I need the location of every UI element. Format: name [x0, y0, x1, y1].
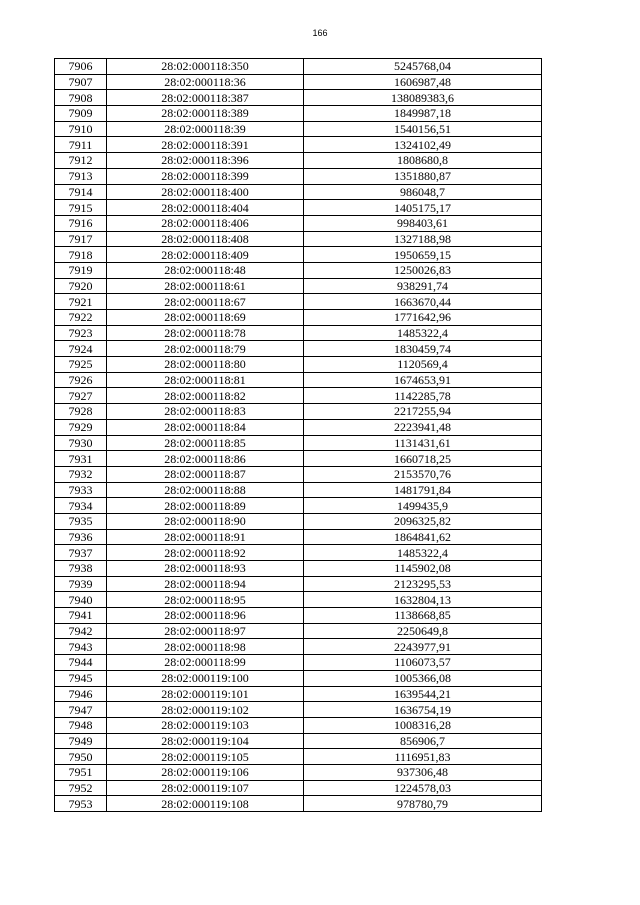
row-number-cell: 7945	[55, 670, 107, 686]
value-cell: 1485322,4	[304, 545, 542, 561]
row-number-cell: 7927	[55, 388, 107, 404]
value-cell: 1138668,85	[304, 608, 542, 624]
row-number-cell: 7928	[55, 404, 107, 420]
table-row	[55, 561, 542, 577]
cadastral-number-cell: 28:02:000118:399	[107, 168, 304, 184]
row-number-cell: 7938	[55, 561, 107, 577]
value-cell: 2223941,48	[304, 419, 542, 435]
row-number-cell: 7918	[55, 247, 107, 263]
cadastral-number-cell: 28:02:000118:36	[107, 74, 304, 90]
cadastral-number-cell: 28:02:000119:106	[107, 764, 304, 780]
cadastral-number-cell: 28:02:000118:92	[107, 545, 304, 561]
table-row	[55, 388, 542, 404]
cadastral-number-cell: 28:02:000118:81	[107, 372, 304, 388]
value-cell: 1499435,9	[304, 498, 542, 514]
value-cell: 1327188,98	[304, 231, 542, 247]
value-cell: 938291,74	[304, 278, 542, 294]
table-row	[55, 686, 542, 702]
value-cell: 1950659,15	[304, 247, 542, 263]
table-row	[55, 702, 542, 718]
value-cell: 1145902,08	[304, 561, 542, 577]
cadastral-number-cell: 28:02:000119:103	[107, 717, 304, 733]
row-number-cell: 7906	[55, 59, 107, 75]
row-number-cell: 7917	[55, 231, 107, 247]
row-number-cell: 7951	[55, 764, 107, 780]
row-number-cell: 7913	[55, 168, 107, 184]
value-cell: 986048,7	[304, 184, 542, 200]
value-cell: 1351880,87	[304, 168, 542, 184]
row-number-cell: 7920	[55, 278, 107, 294]
value-cell: 1481791,84	[304, 482, 542, 498]
value-cell: 1106073,57	[304, 655, 542, 671]
table-row	[55, 482, 542, 498]
row-number-cell: 7935	[55, 513, 107, 529]
value-cell: 5245768,04	[304, 59, 542, 75]
cadastral-number-cell: 28:02:000118:89	[107, 498, 304, 514]
table-row	[55, 262, 542, 278]
row-number-cell: 7910	[55, 121, 107, 137]
cadastral-number-cell: 28:02:000119:101	[107, 686, 304, 702]
cadastral-number-cell: 28:02:000118:84	[107, 419, 304, 435]
cadastral-number-cell: 28:02:000119:107	[107, 780, 304, 796]
cadastral-number-cell: 28:02:000118:391	[107, 137, 304, 153]
row-number-cell: 7916	[55, 215, 107, 231]
row-number-cell: 7953	[55, 796, 107, 812]
table-row	[55, 357, 542, 373]
row-number-cell: 7944	[55, 655, 107, 671]
cadastral-number-cell: 28:02:000118:350	[107, 59, 304, 75]
row-number-cell: 7912	[55, 153, 107, 169]
value-cell: 1540156,51	[304, 121, 542, 137]
row-number-cell: 7930	[55, 435, 107, 451]
table-row	[55, 200, 542, 216]
table-row	[55, 184, 542, 200]
table-row	[55, 419, 542, 435]
value-cell: 937306,48	[304, 764, 542, 780]
row-number-cell: 7925	[55, 357, 107, 373]
table-row	[55, 796, 542, 812]
table-row	[55, 153, 542, 169]
value-cell: 1639544,21	[304, 686, 542, 702]
value-cell: 2250649,8	[304, 623, 542, 639]
table-row	[55, 655, 542, 671]
table-row	[55, 137, 542, 153]
value-cell: 1849987,18	[304, 106, 542, 122]
value-cell: 1324102,49	[304, 137, 542, 153]
value-cell: 1405175,17	[304, 200, 542, 216]
row-number-cell: 7936	[55, 529, 107, 545]
table-row	[55, 780, 542, 796]
value-cell: 1660718,25	[304, 451, 542, 467]
row-number-cell: 7924	[55, 341, 107, 357]
row-number-cell: 7937	[55, 545, 107, 561]
table-row	[55, 372, 542, 388]
cadastral-number-cell: 28:02:000118:404	[107, 200, 304, 216]
table-row	[55, 231, 542, 247]
page-number: 166	[312, 28, 328, 38]
row-number-cell: 7939	[55, 576, 107, 592]
table-row	[55, 404, 542, 420]
table-row	[55, 59, 542, 75]
table-row	[55, 466, 542, 482]
row-number-cell: 7919	[55, 262, 107, 278]
table-body	[55, 59, 542, 812]
value-cell: 1674653,91	[304, 372, 542, 388]
value-cell: 1864841,62	[304, 529, 542, 545]
row-number-cell: 7941	[55, 608, 107, 624]
cadastral-number-cell: 28:02:000118:79	[107, 341, 304, 357]
cadastral-number-cell: 28:02:000119:108	[107, 796, 304, 812]
cadastral-number-cell: 28:02:000118:95	[107, 592, 304, 608]
table-row	[55, 498, 542, 514]
row-number-cell: 7934	[55, 498, 107, 514]
table-row	[55, 294, 542, 310]
cadastral-number-cell: 28:02:000118:83	[107, 404, 304, 420]
cadastral-number-cell: 28:02:000118:99	[107, 655, 304, 671]
value-cell: 1636754,19	[304, 702, 542, 718]
cadastral-number-cell: 28:02:000118:98	[107, 639, 304, 655]
table-row	[55, 74, 542, 90]
value-cell: 1250026,83	[304, 262, 542, 278]
row-number-cell: 7933	[55, 482, 107, 498]
row-number-cell: 7949	[55, 733, 107, 749]
cadastral-number-cell: 28:02:000118:96	[107, 608, 304, 624]
cadastral-number-cell: 28:02:000118:69	[107, 310, 304, 326]
cadastral-number-cell: 28:02:000119:102	[107, 702, 304, 718]
value-cell: 1116951,83	[304, 749, 542, 765]
cadastre-table	[54, 58, 542, 812]
table-row	[55, 341, 542, 357]
cadastral-number-cell: 28:02:000118:387	[107, 90, 304, 106]
table-row	[55, 451, 542, 467]
cadastral-number-cell: 28:02:000118:396	[107, 153, 304, 169]
value-cell: 1008316,28	[304, 717, 542, 733]
row-number-cell: 7908	[55, 90, 107, 106]
row-number-cell: 7909	[55, 106, 107, 122]
row-number-cell: 7907	[55, 74, 107, 90]
table-row	[55, 278, 542, 294]
value-cell: 1142285,78	[304, 388, 542, 404]
value-cell: 2096325,82	[304, 513, 542, 529]
value-cell: 138089383,6	[304, 90, 542, 106]
value-cell: 1224578,03	[304, 780, 542, 796]
table-row	[55, 529, 542, 545]
row-number-cell: 7931	[55, 451, 107, 467]
cadastral-number-cell: 28:02:000118:67	[107, 294, 304, 310]
cadastral-number-cell: 28:02:000118:91	[107, 529, 304, 545]
table-row	[55, 121, 542, 137]
table-row	[55, 513, 542, 529]
cadastral-number-cell: 28:02:000119:105	[107, 749, 304, 765]
table-row	[55, 764, 542, 780]
table-row	[55, 576, 542, 592]
value-cell: 1005366,08	[304, 670, 542, 686]
value-cell: 1771642,96	[304, 310, 542, 326]
table-row	[55, 168, 542, 184]
table-row	[55, 310, 542, 326]
row-number-cell: 7940	[55, 592, 107, 608]
cadastral-number-cell: 28:02:000118:82	[107, 388, 304, 404]
table-row	[55, 592, 542, 608]
cadastral-number-cell: 28:02:000118:86	[107, 451, 304, 467]
value-cell: 1808680,8	[304, 153, 542, 169]
row-number-cell: 7921	[55, 294, 107, 310]
cadastral-number-cell: 28:02:000118:408	[107, 231, 304, 247]
table-row	[55, 749, 542, 765]
table-row	[55, 733, 542, 749]
table-row	[55, 325, 542, 341]
table-row	[55, 90, 542, 106]
value-cell: 978780,79	[304, 796, 542, 812]
table-row	[55, 670, 542, 686]
cadastral-number-cell: 28:02:000118:409	[107, 247, 304, 263]
row-number-cell: 7948	[55, 717, 107, 733]
value-cell: 1830459,74	[304, 341, 542, 357]
cadastral-number-cell: 28:02:000118:93	[107, 561, 304, 577]
cadastral-number-cell: 28:02:000118:389	[107, 106, 304, 122]
row-number-cell: 7915	[55, 200, 107, 216]
table-row	[55, 717, 542, 733]
table-row	[55, 639, 542, 655]
row-number-cell: 7914	[55, 184, 107, 200]
value-cell: 998403,61	[304, 215, 542, 231]
cadastral-number-cell: 28:02:000119:104	[107, 733, 304, 749]
cadastral-number-cell: 28:02:000118:97	[107, 623, 304, 639]
cadastral-number-cell: 28:02:000118:88	[107, 482, 304, 498]
value-cell: 1120569,4	[304, 357, 542, 373]
table-row	[55, 545, 542, 561]
cadastral-number-cell: 28:02:000119:100	[107, 670, 304, 686]
cadastral-number-cell: 28:02:000118:87	[107, 466, 304, 482]
cadastral-number-cell: 28:02:000118:85	[107, 435, 304, 451]
value-cell: 2123295,53	[304, 576, 542, 592]
table-row	[55, 623, 542, 639]
row-number-cell: 7942	[55, 623, 107, 639]
cadastral-number-cell: 28:02:000118:400	[107, 184, 304, 200]
row-number-cell: 7929	[55, 419, 107, 435]
value-cell: 1485322,4	[304, 325, 542, 341]
table-row	[55, 215, 542, 231]
table-row	[55, 106, 542, 122]
row-number-cell: 7952	[55, 780, 107, 796]
row-number-cell: 7950	[55, 749, 107, 765]
row-number-cell: 7932	[55, 466, 107, 482]
cadastral-number-cell: 28:02:000118:94	[107, 576, 304, 592]
row-number-cell: 7923	[55, 325, 107, 341]
cadastral-number-cell: 28:02:000118:61	[107, 278, 304, 294]
cadastral-number-cell: 28:02:000118:39	[107, 121, 304, 137]
value-cell: 1632804,13	[304, 592, 542, 608]
row-number-cell: 7922	[55, 310, 107, 326]
cadastral-number-cell: 28:02:000118:90	[107, 513, 304, 529]
table-row	[55, 247, 542, 263]
row-number-cell: 7943	[55, 639, 107, 655]
value-cell: 1131431,61	[304, 435, 542, 451]
row-number-cell: 7926	[55, 372, 107, 388]
row-number-cell: 7946	[55, 686, 107, 702]
value-cell: 1663670,44	[304, 294, 542, 310]
value-cell: 2243977,91	[304, 639, 542, 655]
value-cell: 2217255,94	[304, 404, 542, 420]
value-cell: 1606987,48	[304, 74, 542, 90]
table-row	[55, 435, 542, 451]
value-cell: 856906,7	[304, 733, 542, 749]
table-row	[55, 608, 542, 624]
cadastral-number-cell: 28:02:000118:80	[107, 357, 304, 373]
row-number-cell: 7947	[55, 702, 107, 718]
value-cell: 2153570,76	[304, 466, 542, 482]
cadastral-number-cell: 28:02:000118:48	[107, 262, 304, 278]
cadastral-number-cell: 28:02:000118:78	[107, 325, 304, 341]
row-number-cell: 7911	[55, 137, 107, 153]
cadastral-number-cell: 28:02:000118:406	[107, 215, 304, 231]
